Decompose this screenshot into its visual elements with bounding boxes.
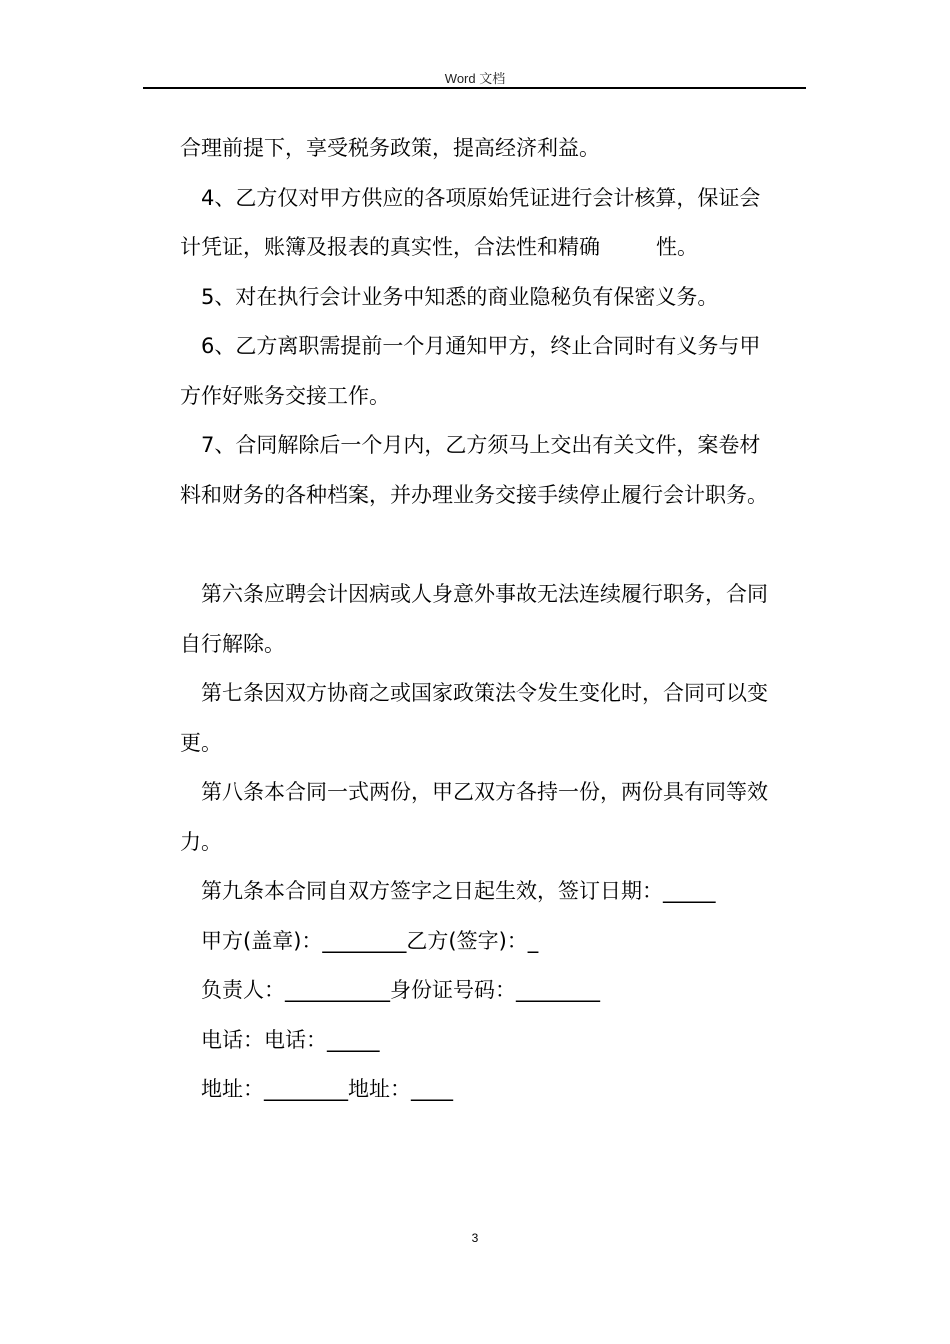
paragraph-line: 第七条因双方协商之或国家政策法令发生变化时，合同可以变	[201, 681, 768, 705]
paragraph-line-part: 性。	[656, 235, 698, 259]
responsible-person-line: 负责人：__________身份证号码：________	[201, 978, 600, 1002]
signing-date-line: 第九条本合同自双方签字之日起生效，签订日期：_____	[201, 879, 716, 903]
paragraph-line: 料和财务的各种档案，并办理业务交接手续停止履行会计职务。	[180, 482, 768, 507]
paragraph-line: 更。	[180, 730, 222, 755]
header-title: Word 文档	[444, 71, 506, 86]
paragraph-line: 5、对在执行会计业务中知悉的商业隐秘负有保密义务。	[201, 284, 719, 309]
paragraph-line-part: 计凭证，账簿及报表的真实性，合法性和精确	[180, 235, 600, 259]
paragraph-line: 7、合同解除后一个月内，乙方须马上交出有关文件，案卷材	[201, 433, 761, 457]
paragraph-line: 合理前提下，享受税务政策，提高经济利益。	[180, 136, 600, 160]
paragraph-line: 自行解除。	[180, 631, 285, 656]
header-divider	[143, 87, 806, 89]
paragraph-line: 4、乙方仅对甲方供应的各项原始凭证进行会计核算，保证会	[201, 185, 761, 210]
paragraph-line: 力。	[180, 829, 222, 854]
paragraph-line	[180, 223, 810, 273]
document-body	[180, 124, 810, 1115]
paragraph-gap	[180, 520, 810, 570]
party-signature-line: 甲方(盖章)：________乙方(签字)：_	[201, 928, 539, 953]
paragraph-line: 第八条本合同一式两份，甲乙双方各持一份，两份具有同等效	[201, 780, 768, 804]
paragraph-line: 6、乙方离职需提前一个月通知甲方，终止合同时有义务与甲	[201, 334, 761, 358]
phone-line: 电话：电话：_____	[201, 1027, 380, 1052]
paragraph-line: 第六条应聘会计因病或人身意外事故无法连续履行职务，合同	[201, 582, 768, 606]
address-line: 地址：________地址：____	[201, 1077, 453, 1101]
page-number: 3	[471, 1231, 479, 1245]
paragraph-line: 方作好账务交接工作。	[180, 383, 390, 408]
